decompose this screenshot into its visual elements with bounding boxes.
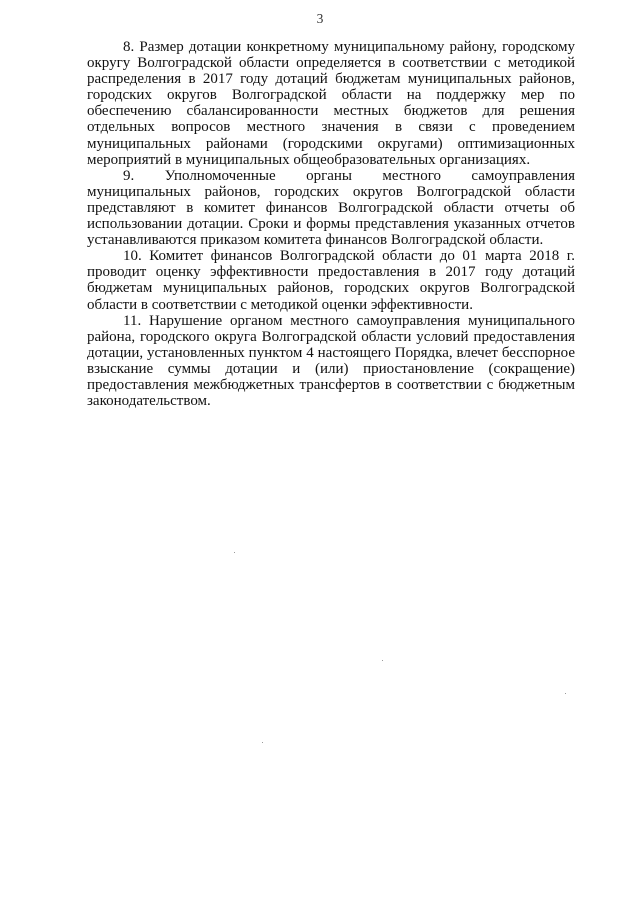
paragraph-9: 9. Уполномоченные органы местного самоуправления муниципальных районов, городских округов Волгоградской области представляют в комитет финансов Волгоградской области отчеты об использовании дотации. Сроки и формы представления указанных отчетов устанавливаются приказом комитета финансов Волгоградской области. — [87, 167, 575, 249]
scan-speck — [382, 660, 383, 661]
paragraph-8: 8. Размер дотации конкретному муниципальному району, городскому округу Волгоградской области определяется в соответствии с методикой распределения в 2017 году дотаций бюджетам муниципальных районов, городских округов Волгоградской области на поддержку мер по обеспечению сбалансированности местных бюджетов для решения отдельных вопросов местного значения в связи с проведением муниципальных районами (городскими округами) оптимизационных мероприятий в муниципальных общеобразовательных организациях. — [87, 39, 575, 168]
document-body — [87, 39, 575, 409]
page-number: 3 — [316, 11, 324, 26]
scan-speck — [262, 742, 263, 743]
scan-speck — [234, 552, 235, 553]
paragraph-10: 10. Комитет финансов Волгоградской области до 01 марта 2018 г. проводит оценку эффективности предоставления в 2017 году дотаций бюджетам муниципальных районов, городских округов Волгоградской области в соответствии с методикой оценки эффективности. — [87, 248, 575, 313]
paragraph-11: 11. Нарушение органом местного самоуправления муниципального района, городского округа Волгоградской области условий предоставления дотации, установленных пунктом 4 настоящего Порядка, влечет бесспорное взыскание суммы дотации и (или) приостановление (сокращение) предоставления межбюджетных трансфертов в соответствии с бюджетным законодательством. — [87, 312, 575, 410]
scan-speck — [565, 693, 566, 694]
